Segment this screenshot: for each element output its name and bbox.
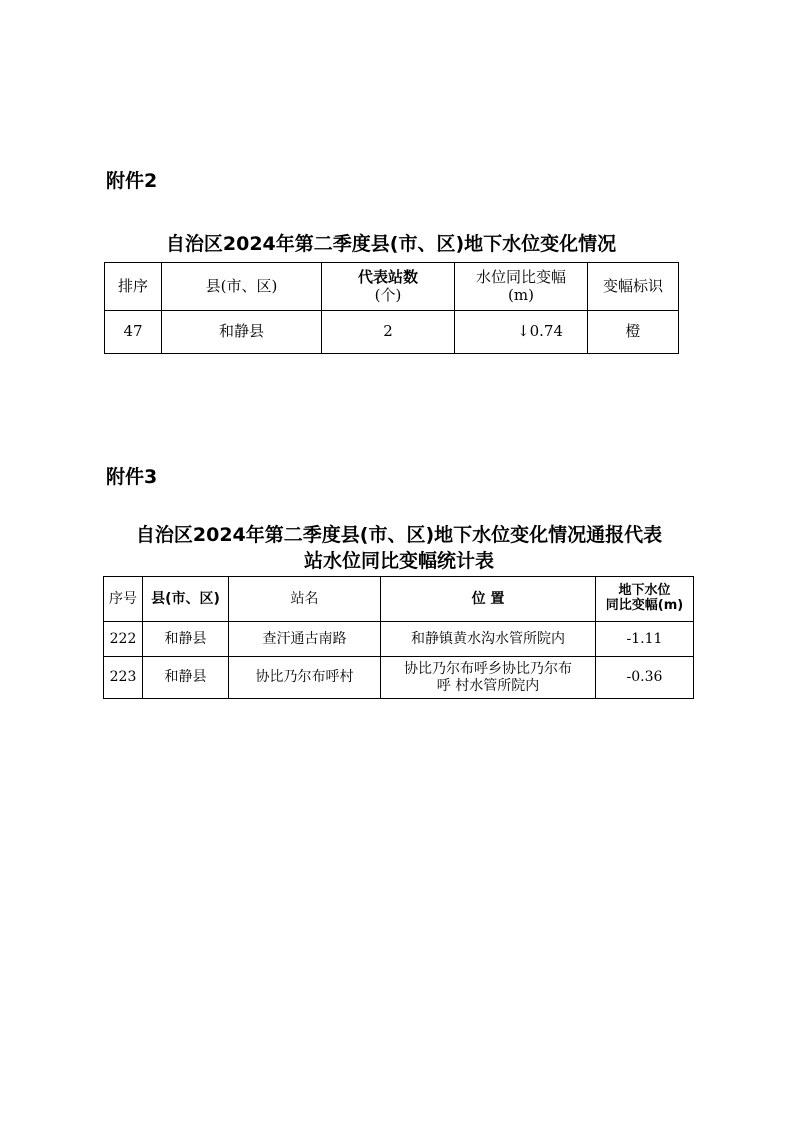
header-change-line2: 同比变幅(m) [605,598,684,613]
header-change [455,263,588,311]
table-row [105,311,679,354]
cell-location [381,657,596,699]
cell-flag: 橙 [588,311,679,354]
header-change-line1: 地下水位 [618,583,671,599]
attachment-3-heading: 附件3 [106,466,158,488]
header-change-line2: (m) [508,285,534,304]
cell-change: ↓0.74 [455,311,588,354]
header-location: 位 置 [381,577,596,622]
header-stations-line1: 代表站数 [357,268,418,287]
station-water-level-table [103,576,694,699]
cell-county: 和静县 [143,657,229,699]
table-row [104,622,694,657]
cell-location-line2: 呼 村水管所院内 [436,677,540,694]
table-header-row [105,263,679,311]
cell-station: 协比乃尔布呼村 [229,657,381,699]
county-water-level-table [104,262,679,354]
header-flag: 变幅标识 [588,263,679,311]
header-county: 县(市、区) [143,577,229,622]
table-row [104,657,694,699]
header-rank: 排序 [105,263,162,311]
cell-station: 查汗通古南路 [229,622,381,657]
table-header-row [104,577,694,622]
cell-stations: 2 [322,311,455,354]
cell-location [381,622,596,657]
header-station: 站名 [229,577,381,622]
cell-location-line1: 协比乃尔布呼乡协比乃尔布 [404,661,572,678]
attachment-2-title: 自治区2024年第二季度县(市、区)地下水位变化情况 [165,233,617,255]
cell-change: -0.36 [596,657,694,699]
header-change [596,577,694,622]
header-no: 序号 [104,577,143,622]
header-stations [322,263,455,311]
cell-county: 和静县 [143,622,229,657]
attachment-3-title-line1: 自治区2024年第二季度县(市、区)地下水位变化情况通报代表 [135,524,663,546]
cell-rank: 47 [105,311,162,354]
cell-no: 222 [104,622,143,657]
cell-location-line1: 和静镇黄水沟水管所院内 [411,630,565,647]
attachment-2-heading: 附件2 [106,170,158,192]
cell-no: 223 [104,657,143,699]
attachment-3-title-line2: 站水位同比变幅统计表 [303,550,494,572]
cell-change: -1.11 [596,622,694,657]
header-change-line1: 水位同比变幅 [475,268,566,287]
header-county: 县(市、区) [162,263,322,311]
header-stations-line2: (个) [374,285,402,304]
cell-county: 和静县 [162,311,322,354]
attachment-3-title [104,522,694,574]
